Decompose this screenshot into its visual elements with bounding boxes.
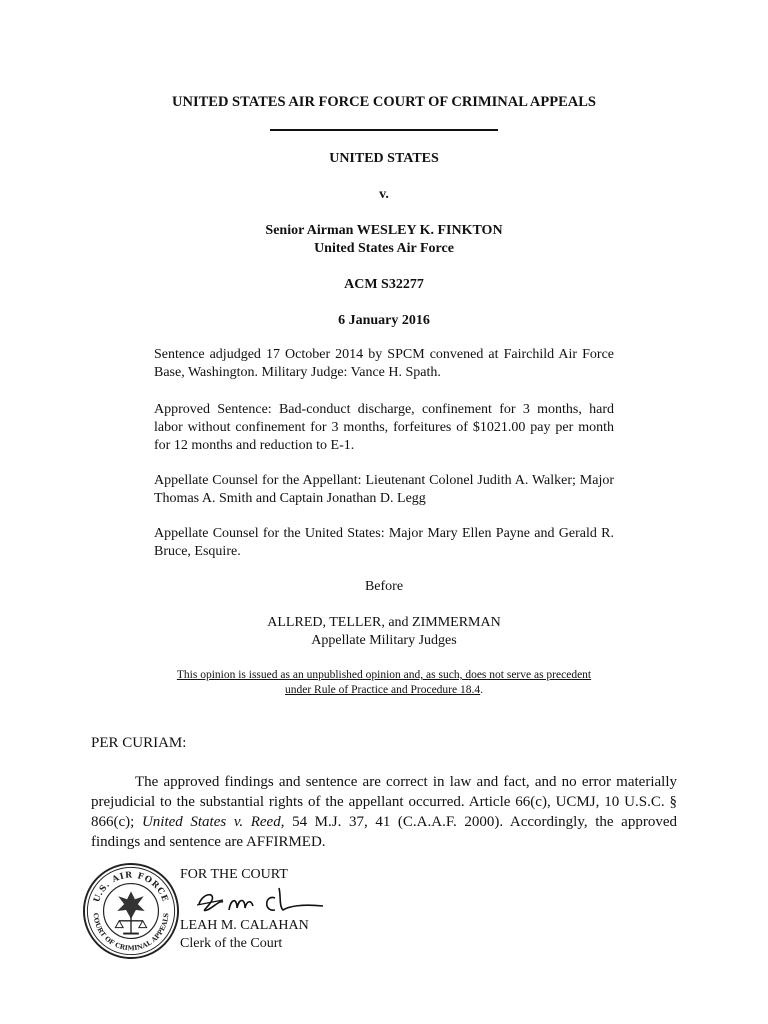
before-label: Before bbox=[364, 579, 404, 594]
notice-line-1: This opinion is issued as an unpublished opinion and, as such, does not serve as precedent bbox=[176, 669, 592, 681]
decision-date: 6 January 2016 bbox=[338, 313, 430, 328]
unpublished-notice bbox=[0, 668, 768, 698]
versus-label: v. bbox=[379, 187, 389, 202]
opinion-text-1: The approved findings and sentence are correct in law and fact, and no error materially prejudicial to the substantial rights of the appellant occurred. Article 66(c), UCMJ, 10 U.S.C. § 866(c); bbox=[91, 774, 677, 830]
judges-title: Appellate Military Judges bbox=[311, 633, 457, 648]
government-counsel-paragraph: Appellate Counsel for the United States: Major Mary Ellen Payne and Gerald R. Bruce, Esquire. bbox=[154, 526, 614, 559]
opinion-paragraph bbox=[91, 772, 677, 852]
for-the-court-label: FOR THE COURT bbox=[180, 867, 288, 882]
clerk-block bbox=[180, 917, 309, 953]
case-citation: United States v. Reed bbox=[141, 814, 281, 830]
party-name: UNITED STATES bbox=[329, 151, 439, 166]
approved-sentence-paragraph: Approved Sentence: Bad-conduct discharge, confinement for 3 months, hard labor without confinement for 3 months, forfeitures of $1021.00 pay per month for 12 months and reduction to E-1. bbox=[154, 402, 614, 453]
court-title: UNITED STATES AIR FORCE COURT OF CRIMINAL APPEALS bbox=[172, 94, 596, 110]
per-curiam-heading: PER CURIAM: bbox=[91, 735, 187, 751]
seal-bottom-text: COURT OF CRIMINAL APPEALS bbox=[91, 912, 171, 953]
seal-top-text: U.S. AIR FORCE bbox=[91, 869, 171, 904]
opinion-text-2: , 54 M.J. 37, 41 (C.A.A.F. 2000). Accordingly, the approved findings and sentence are AFFIRMED. bbox=[91, 814, 677, 850]
judges-block bbox=[0, 614, 768, 650]
clerk-name: LEAH M. CALAHAN bbox=[180, 918, 309, 933]
notice-line-2: under Rule of Practice and Procedure 18.4 bbox=[285, 684, 481, 696]
court-seal-icon bbox=[82, 862, 180, 960]
sentence-paragraph: Sentence adjudged 17 October 2014 by SPCM convened at Fairchild Air Force Base, Washington. Military Judge: Vance H. Spath. bbox=[154, 347, 614, 380]
accused-service: United States Air Force bbox=[314, 241, 454, 256]
title-divider bbox=[270, 129, 498, 131]
notice-period: . bbox=[480, 684, 483, 696]
accused-name: Senior Airman WESLEY K. FINKTON bbox=[265, 223, 503, 238]
signature-icon bbox=[193, 884, 328, 918]
accused-block bbox=[0, 222, 768, 258]
appellant-counsel-paragraph: Appellate Counsel for the Appellant: Lieutenant Colonel Judith A. Walker; Major Thomas A. Smith and Captain Jonathan D. Legg bbox=[154, 473, 614, 506]
clerk-title: Clerk of the Court bbox=[180, 936, 283, 951]
docket-number: ACM S32277 bbox=[344, 277, 424, 292]
judges-names: ALLRED, TELLER, and ZIMMERMAN bbox=[267, 615, 501, 630]
